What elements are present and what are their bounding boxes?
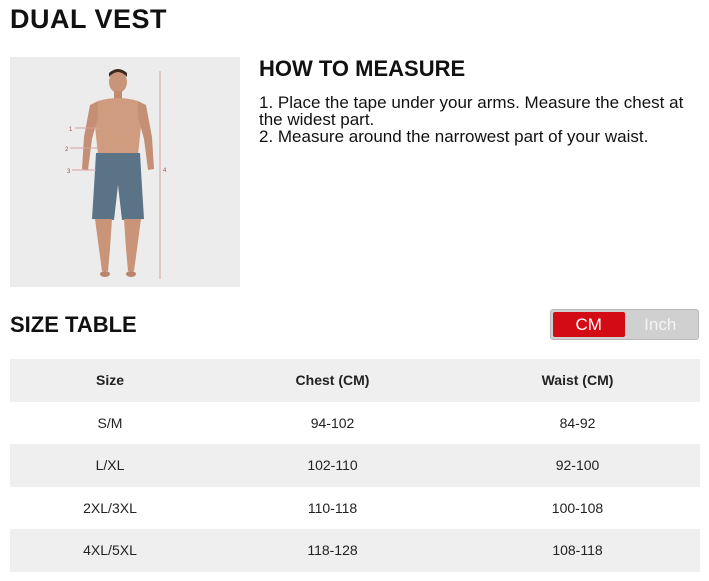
marker-3: 3	[67, 169, 71, 175]
measure-step-2: 2. Measure around the narrowest part of your waist.	[259, 127, 649, 146]
cell-waist: 84-92	[455, 402, 700, 445]
marker-4: 4	[163, 168, 167, 174]
cell-size: 4XL/5XL	[10, 529, 210, 572]
header-size: Size	[10, 359, 210, 402]
cell-size: 2XL/3XL	[10, 487, 210, 530]
unit-cm-button[interactable]: CM	[553, 312, 625, 337]
size-table	[10, 359, 700, 572]
cell-waist: 100-108	[455, 487, 700, 530]
page-title: DUAL VEST	[10, 4, 168, 34]
table-row	[10, 444, 700, 487]
cell-waist: 108-118	[455, 529, 700, 572]
body-measurement-illustration	[10, 57, 240, 287]
cell-waist: 92-100	[455, 444, 700, 487]
table-row	[10, 402, 700, 445]
measure-steps	[259, 94, 699, 145]
table-row	[10, 529, 700, 572]
measure-step-1: 1. Place the tape under your arms. Measure the chest at the widest part.	[259, 93, 684, 129]
header-chest: Chest (CM)	[210, 359, 455, 402]
size-table-title: SIZE TABLE	[10, 312, 137, 337]
how-to-measure-section	[259, 56, 699, 145]
marker-2: 2	[65, 147, 69, 153]
header-waist: Waist (CM)	[455, 359, 700, 402]
unit-inch-button[interactable]: Inch	[644, 314, 677, 334]
cell-chest: 94-102	[210, 402, 455, 445]
table-row	[10, 487, 700, 530]
how-to-measure-title: HOW TO MEASURE	[259, 56, 466, 81]
marker-1: 1	[69, 127, 73, 133]
measurement-figure	[10, 57, 240, 287]
unit-toggle	[550, 309, 699, 340]
cell-chest: 110-118	[210, 487, 455, 530]
cell-chest: 102-110	[210, 444, 455, 487]
table-header-row	[10, 359, 700, 402]
cell-size: S/M	[10, 402, 210, 445]
cell-size: L/XL	[10, 444, 210, 487]
cell-chest: 118-128	[210, 529, 455, 572]
